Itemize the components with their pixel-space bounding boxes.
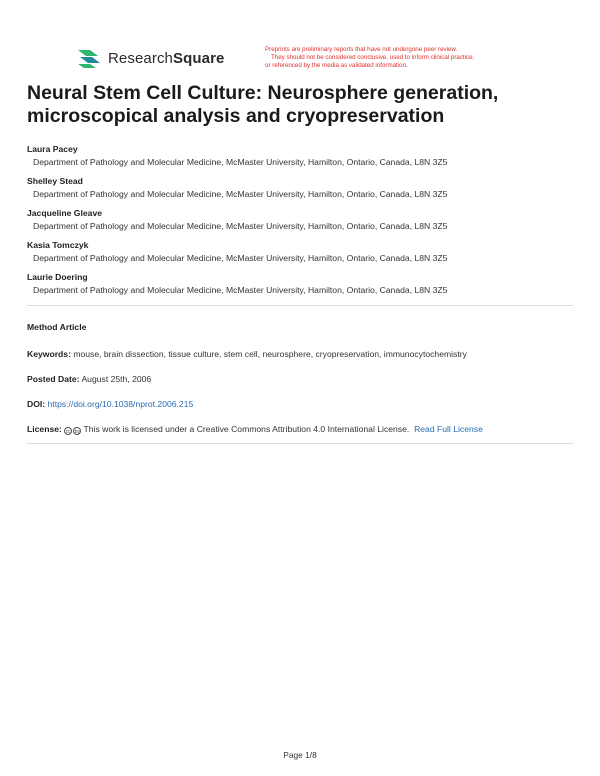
research-square-logo-icon bbox=[76, 46, 102, 70]
brand-name bbox=[108, 50, 224, 67]
author-list bbox=[27, 143, 577, 303]
author-name[interactable]: Jacqueline Gleave bbox=[27, 208, 102, 218]
author-name[interactable]: Laurie Doering bbox=[27, 272, 88, 282]
author-name[interactable]: Laura Pacey bbox=[27, 144, 78, 154]
page-number: Page 1/8 bbox=[283, 750, 317, 760]
attribution-icon: by bbox=[74, 429, 80, 435]
author-entry bbox=[27, 271, 577, 297]
posted-date-value: August 25th, 2006 bbox=[81, 374, 152, 384]
doi-label: DOI: bbox=[27, 399, 46, 409]
brand-research: Research bbox=[108, 49, 173, 67]
article-type bbox=[27, 321, 573, 333]
article-type-label: Method Article bbox=[27, 322, 87, 332]
creative-commons-icon: cc bbox=[65, 429, 71, 435]
author-affiliation: Department of Pathology and Molecular Medicine, McMaster University, Hamilton, Ontario, Canada, L8N 3Z5 bbox=[33, 221, 448, 231]
license-icons bbox=[64, 427, 81, 435]
section-divider bbox=[27, 305, 573, 306]
research-square-logo[interactable] bbox=[76, 46, 224, 70]
license-row bbox=[27, 423, 573, 435]
author-name[interactable]: Shelley Stead bbox=[27, 176, 83, 186]
author-affiliation: Department of Pathology and Molecular Medicine, McMaster University, Hamilton, Ontario, Canada, L8N 3Z5 bbox=[33, 253, 448, 263]
notice-line: Preprints are preliminary reports that have not undergone peer review. bbox=[265, 46, 458, 53]
notice-line: or referenced by the media as validated information. bbox=[265, 62, 408, 69]
section-divider bbox=[27, 443, 573, 444]
keywords-row bbox=[27, 348, 573, 360]
license-label: License: bbox=[27, 424, 62, 434]
doi-row bbox=[27, 398, 573, 410]
posted-date-row bbox=[27, 373, 573, 385]
author-entry bbox=[27, 143, 577, 169]
notice-line: They should not be considered conclusive, used to inform clinical practice, bbox=[271, 54, 475, 61]
author-affiliation: Department of Pathology and Molecular Medicine, McMaster University, Hamilton, Ontario, Canada, L8N 3Z5 bbox=[33, 285, 448, 295]
preprint-notice bbox=[265, 46, 535, 70]
brand-square: Square bbox=[173, 49, 225, 67]
author-affiliation: Department of Pathology and Molecular Medicine, McMaster University, Hamilton, Ontario, Canada, L8N 3Z5 bbox=[33, 189, 448, 199]
read-full-license-link[interactable]: Read Full License bbox=[414, 424, 483, 434]
author-affiliation: Department of Pathology and Molecular Medicine, McMaster University, Hamilton, Ontario, Canada, L8N 3Z5 bbox=[33, 157, 448, 167]
author-entry bbox=[27, 207, 577, 233]
author-entry bbox=[27, 239, 577, 265]
posted-date-label: Posted Date: bbox=[27, 374, 80, 384]
keywords-value: mouse, brain dissection, tissue culture, stem cell, neurosphere, cryopreservation, immunocytochemistry bbox=[73, 349, 467, 359]
keywords-label: Keywords: bbox=[27, 349, 71, 359]
paper-title: Neural Stem Cell Culture: Neurosphere generation, microscopical analysis and cryopreservation bbox=[27, 82, 499, 127]
author-name[interactable]: Kasia Tomczyk bbox=[27, 240, 89, 250]
author-entry bbox=[27, 175, 577, 201]
license-text: This work is licensed under a Creative Commons Attribution 4.0 International License. bbox=[83, 424, 410, 434]
doi-link[interactable]: https://doi.org/10.1038/nprot.2006.215 bbox=[47, 399, 194, 409]
